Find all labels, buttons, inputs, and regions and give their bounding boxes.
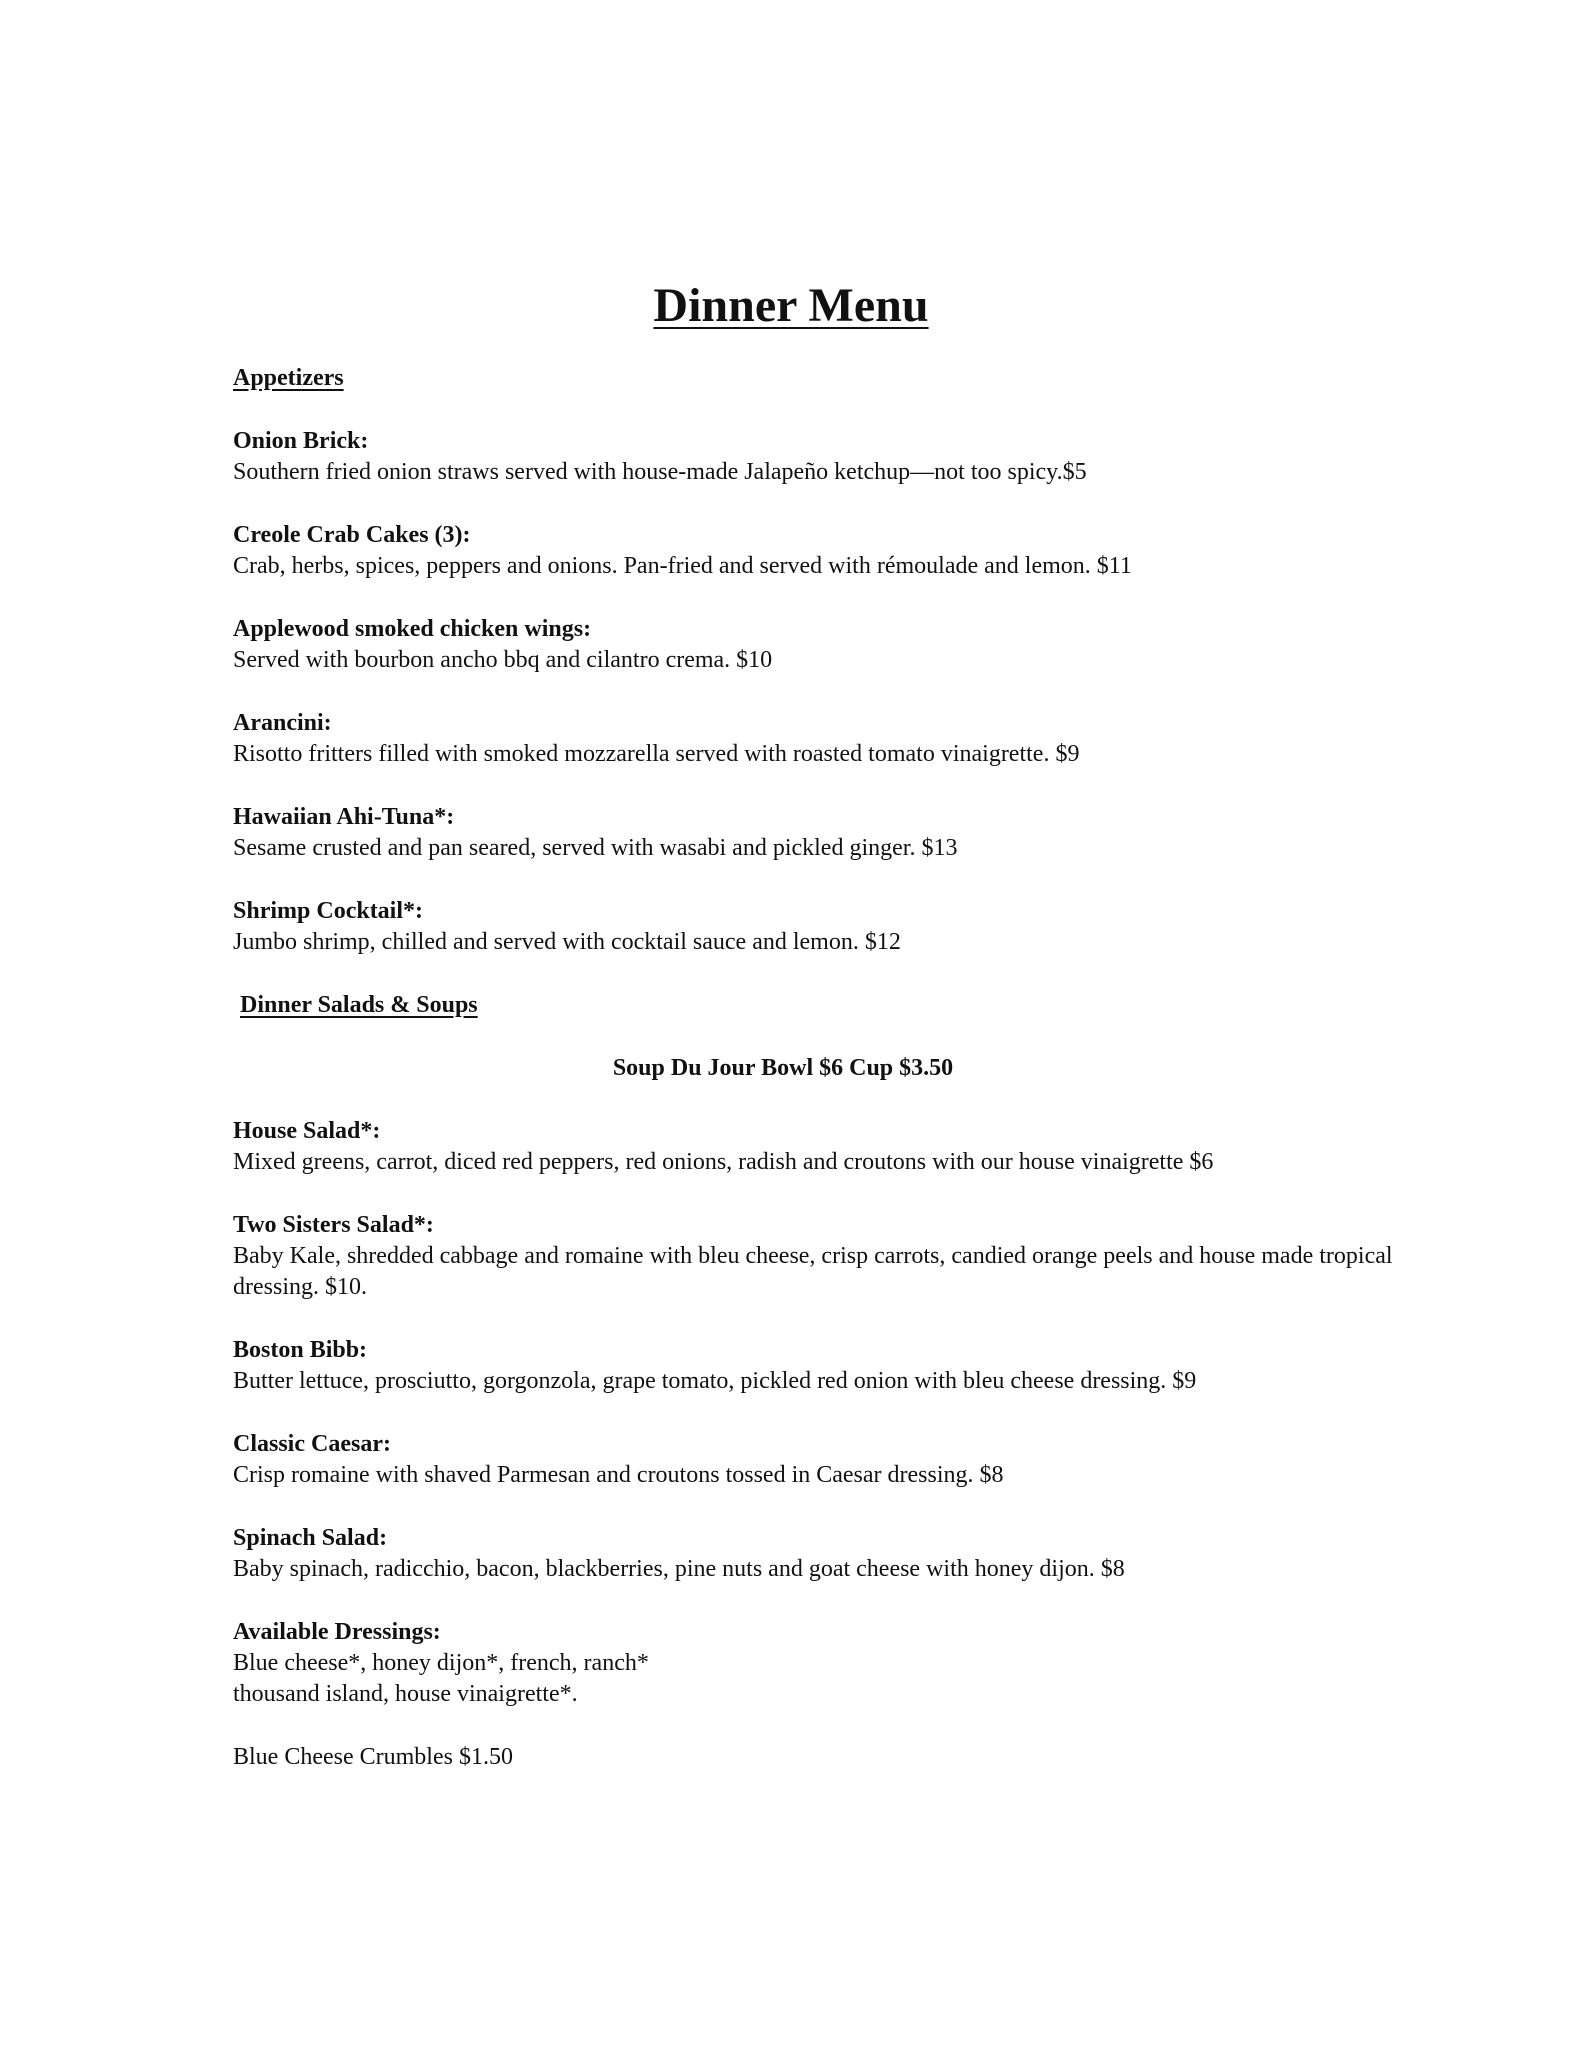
menu-content — [233, 363, 1393, 1773]
dressings-line: thousand island, house vinaigrette*. — [233, 1681, 578, 1707]
item-name: Arancini: — [233, 710, 332, 736]
menu-item — [233, 1116, 1393, 1178]
item-description: Risotto fritters filled with smoked mozzarella served with roasted tomato vinaigrette. $9 — [233, 741, 1080, 767]
item-description: Mixed greens, carrot, diced red peppers, red onions, radish and croutons with our house vinaigrette $6 — [233, 1149, 1214, 1175]
item-name: Onion Brick: — [233, 428, 369, 454]
dressings-line: Blue cheese*, honey dijon*, french, ranch* — [233, 1650, 649, 1676]
item-name: Creole Crab Cakes (3): — [233, 522, 471, 548]
item-description: Baby Kale, shredded cabbage and romaine with bleu cheese, crisp carrots, candied orange peels and house made tropical dressing. $10. — [233, 1243, 1393, 1300]
extra-item: Blue Cheese Crumbles $1.50 — [233, 1744, 513, 1770]
item-name: Two Sisters Salad*: — [233, 1212, 434, 1238]
item-name: Classic Caesar: — [233, 1431, 391, 1457]
page-title: Dinner Menu — [653, 279, 929, 332]
menu-item — [233, 426, 1393, 488]
menu-item — [233, 1210, 1393, 1303]
menu-item — [233, 614, 1393, 676]
menu-item — [233, 520, 1393, 582]
item-description: Southern fried onion straws served with house-made Jalapeño ketchup—not too spicy.$5 — [233, 459, 1087, 485]
item-name: Shrimp Cocktail*: — [233, 898, 424, 924]
menu-item — [233, 1523, 1393, 1585]
section-heading-salads-soups: Dinner Salads & Soups — [240, 992, 478, 1018]
menu-item — [233, 1429, 1393, 1491]
item-name: Applewood smoked chicken wings: — [233, 616, 592, 642]
menu-item — [233, 1335, 1393, 1397]
item-description: Baby spinach, radicchio, bacon, blackberries, pine nuts and goat cheese with honey dijon. $8 — [233, 1556, 1125, 1582]
item-name: Hawaiian Ahi-Tuna*: — [233, 804, 455, 830]
item-name: Boston Bibb: — [233, 1337, 368, 1363]
item-description: Crisp romaine with shaved Parmesan and croutons tossed in Caesar dressing. $8 — [233, 1462, 1004, 1488]
menu-item — [233, 708, 1393, 770]
item-description: Sesame crusted and pan seared, served with wasabi and pickled ginger. $13 — [233, 835, 958, 861]
item-description: Jumbo shrimp, chilled and served with cocktail sauce and lemon. $12 — [233, 929, 901, 955]
item-name: House Salad*: — [233, 1118, 381, 1144]
soup-du-jour: Soup Du Jour Bowl $6 Cup $3.50 — [612, 1055, 954, 1081]
menu-item — [233, 802, 1393, 864]
dressings-heading: Available Dressings: — [233, 1619, 441, 1645]
item-description: Crab, herbs, spices, peppers and onions. Pan-fried and served with rémoulade and lemon. $11 — [233, 553, 1132, 579]
item-description: Served with bourbon ancho bbq and cilantro crema. $10 — [233, 647, 773, 673]
dressings-block — [233, 1617, 1393, 1710]
item-description: Butter lettuce, prosciutto, gorgonzola, grape tomato, pickled red onion with bleu cheese dressing. $9 — [233, 1368, 1197, 1394]
section-heading-appetizers: Appetizers — [233, 365, 344, 391]
menu-item — [233, 896, 1393, 958]
item-name: Spinach Salad: — [233, 1525, 388, 1551]
